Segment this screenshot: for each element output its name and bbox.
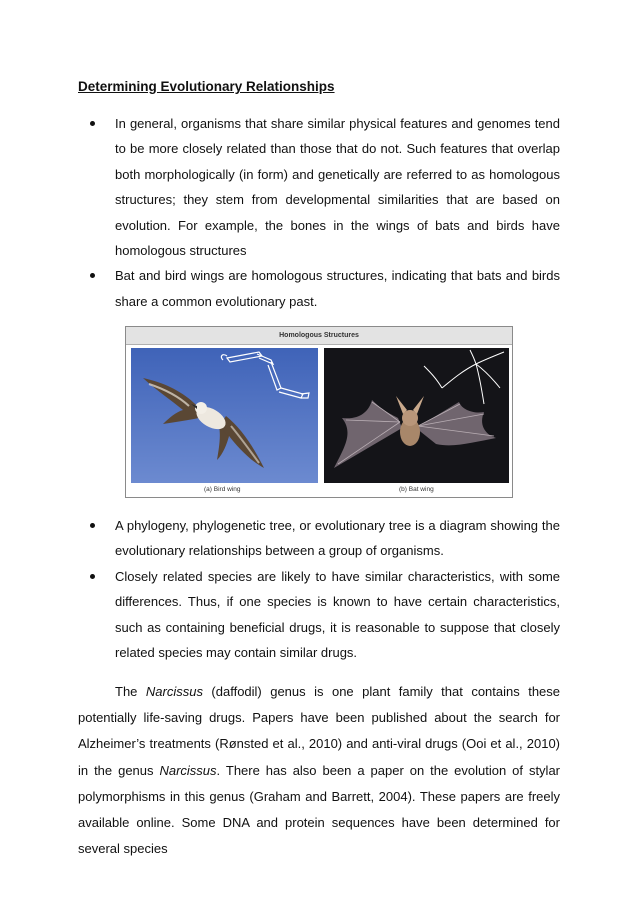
- homologous-structures-figure: [125, 326, 513, 498]
- bat-wing-photo: [324, 348, 509, 483]
- paragraph-text: (daffodil) genus is one plant family that contains these potentially life-saving drugs. Papers have been published about the search for Alzheimer’s treatments (Rønsted et al., 2010) and anti-viral drugs (Ooi et al., 2010) in the genus: [78, 684, 561, 778]
- figure-caption-bird: (a) Bird wing: [204, 486, 241, 493]
- bullet-text: Bat and bird wings are homologous structures, indicating that bats and birds share a common evolutionary past.: [115, 268, 560, 309]
- bullet-item: [78, 263, 560, 314]
- bullet-text: In general, organisms that share similar physical features and genomes tend to be more closely related than those that do not. Such features that overlap both morphologically (in form) and genetically are referred to as homologous structures; they stem from developmental similarities that are based on evolution. For example, the bones in the wings of bats and birds have homologous structures: [115, 116, 560, 259]
- bullet-item: [78, 111, 560, 263]
- bird-wing-photo: [131, 348, 318, 483]
- genus-name-italic: Narcissus: [159, 762, 217, 778]
- bullet-dot-icon: [90, 273, 95, 278]
- figure-title: Homologous Structures: [126, 327, 512, 345]
- bullet-text: A phylogeny, phylogenetic tree, or evolutionary tree is a diagram showing the evolutionary relationships between a group of organisms.: [115, 518, 560, 559]
- paragraph-text: . There has also been a paper on the evolution of stylar polymorphisms in this genus (Graham and Barrett, 2004). These papers are freely available online. Some DNA and protein sequences have been determined for several species: [78, 762, 560, 857]
- bullet-dot-icon: [90, 523, 95, 528]
- bullet-list-bottom: [78, 513, 560, 665]
- bullet-dot-icon: [90, 121, 95, 126]
- bullet-item: [78, 564, 560, 666]
- section-heading: Determining Evolutionary Relationships: [78, 79, 335, 94]
- bullet-item: [78, 513, 560, 564]
- bullet-list-top: [78, 111, 560, 314]
- bullet-text: Closely related species are likely to have similar characteristics, with some differences. Thus, if one species is known to have certain characteristics, such as containing beneficial drugs, it is reasonable to suppose that closely related species may contain similar drugs.: [115, 568, 560, 661]
- bullet-dot-icon: [90, 574, 95, 579]
- figure-caption-bat: (b) Bat wing: [399, 486, 434, 493]
- paragraph-text: The: [115, 684, 146, 699]
- body-paragraph: [78, 679, 560, 862]
- genus-name-italic: Narcissus: [145, 684, 203, 699]
